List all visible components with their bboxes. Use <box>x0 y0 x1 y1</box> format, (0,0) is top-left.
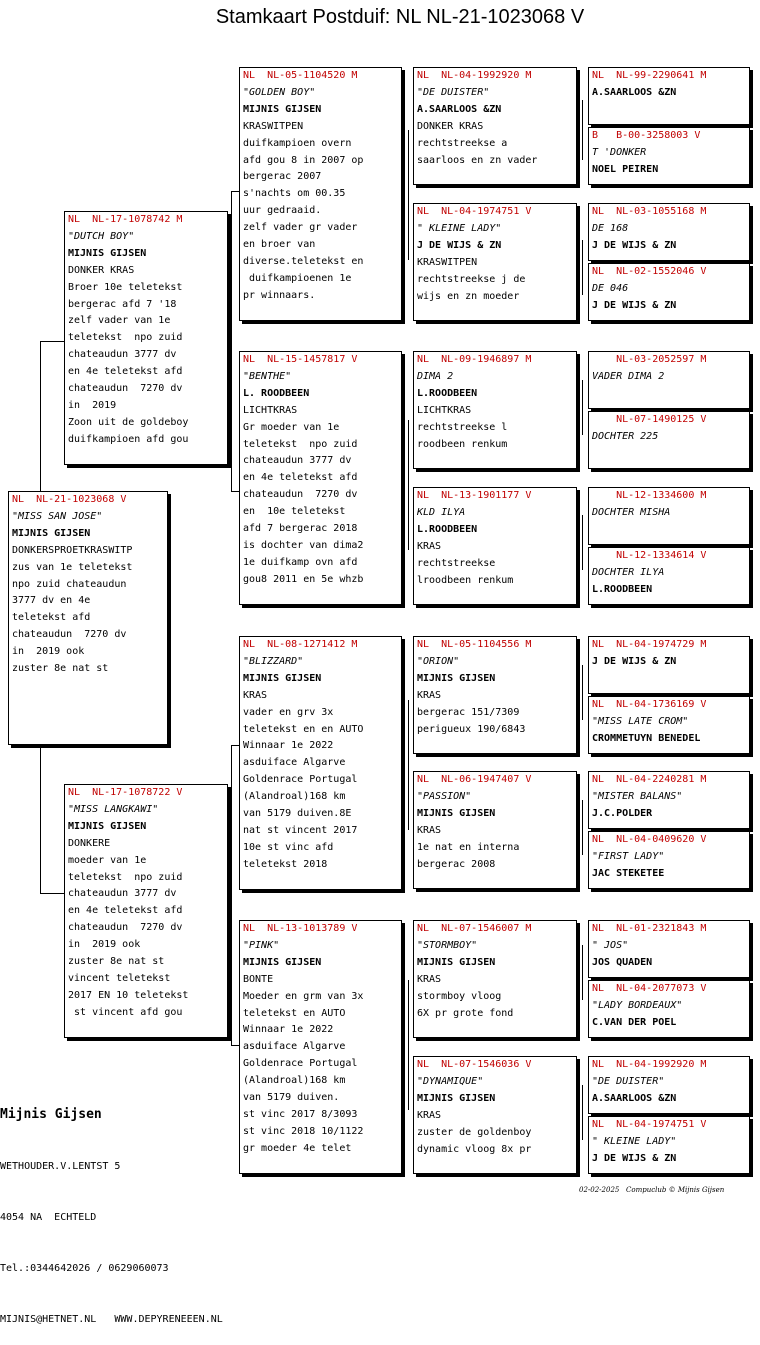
description-line: DONKERSPROETKRASWITP <box>12 544 133 556</box>
description-line: zelf vader van 1e <box>68 315 171 327</box>
description-line: 1e nat en interna <box>417 841 520 853</box>
ring-number: NL NL-02-1552046 V <box>592 266 707 277</box>
ring-number: NL NL-17-1078722 V <box>68 787 183 798</box>
description-line: zelf vader gr vader <box>243 222 358 234</box>
description-line: DONKERE <box>68 837 111 849</box>
pedigree-card-g16[interactable] <box>588 1116 750 1174</box>
description-line: rechtstreekse j de <box>417 273 526 285</box>
owner-name: J DE WIJS & ZN <box>592 1152 677 1164</box>
description-line: rechtstreekse a <box>417 137 508 149</box>
connector <box>582 515 583 570</box>
pedigree-card-father[interactable] <box>64 211 228 465</box>
pigeon-name: DE 046 <box>592 282 629 294</box>
description-line: 6X pr grote fond <box>417 1007 514 1019</box>
ring-number: NL NL-04-2077073 V <box>592 983 707 994</box>
description-line: vincent teletekst <box>68 972 171 984</box>
pedigree-card-mf[interactable] <box>239 636 402 890</box>
pedigree-card-mmm[interactable] <box>413 1056 577 1174</box>
pedigree-card-g5[interactable] <box>588 351 750 409</box>
description-line: chateaudun 7270 dv <box>243 489 358 501</box>
description-line: van 5179 duiven. <box>243 1092 340 1104</box>
owner-name: MIJNIS GIJSEN <box>243 956 322 968</box>
owner-name: CROMMETUYN BENEDEL <box>592 732 701 744</box>
description-line: 10e st vinc afd <box>243 841 334 853</box>
description-line: in 2019 ook <box>68 939 141 951</box>
pigeon-name: "FIRST LADY" <box>592 850 665 862</box>
description-line: saarloos en zn vader <box>417 154 538 166</box>
pigeon-name: DOCHTER ILYA <box>592 566 665 578</box>
description-line: KRAS <box>243 689 268 701</box>
description-line: chateaudun 7270 dv <box>12 629 127 641</box>
description-line: 1e duifkamp ovn afd <box>243 556 358 568</box>
owner-name: A.SAARLOOS &ZN <box>417 103 502 115</box>
description-line: lroodbeen renkum <box>417 574 514 586</box>
owner-name: JOS QUADEN <box>592 956 653 968</box>
description-line: DONKER KRAS <box>68 264 135 276</box>
pedigree-card-g1[interactable] <box>588 67 750 125</box>
ring-number: NL NL-04-1736169 V <box>592 699 707 710</box>
ring-number: NL NL-13-1901177 V <box>417 490 532 501</box>
description-line: moeder van 1e <box>68 854 147 866</box>
pedigree-card-g13[interactable] <box>588 920 750 978</box>
description-line: bergerac 2008 <box>417 858 496 870</box>
pigeon-name: " KLEINE LADY" <box>592 1135 677 1147</box>
description-line: Zoon uit de goldeboy <box>68 416 189 428</box>
description-line: duifkampioenen 1e <box>243 272 352 284</box>
pigeon-name: "PINK" <box>243 939 280 951</box>
pedigree-card-g6[interactable] <box>588 411 750 469</box>
description-line: Gr moeder van 1e <box>243 421 340 433</box>
ring-number: NL NL-99-2290641 M <box>592 70 707 81</box>
description-line: bergerac afd 7 '18 <box>68 298 177 310</box>
description-line: en 4e teletekst afd <box>68 366 183 378</box>
ring-number: NL NL-21-1023068 V <box>12 494 127 505</box>
pigeon-name: DOCHTER MISHA <box>592 506 671 518</box>
description-line: LICHTKRAS <box>417 404 472 416</box>
description-line: asduiface Algarve <box>243 757 346 769</box>
connector <box>408 700 409 830</box>
owner-name: JAC STEKETEE <box>592 867 665 879</box>
pedigree-card-fmm[interactable] <box>413 487 577 605</box>
ring-number: B B-00-3258003 V <box>592 130 701 141</box>
pedigree-card-g15[interactable] <box>588 1056 750 1114</box>
pedigree-card-g12[interactable] <box>588 831 750 889</box>
connector <box>582 945 583 1000</box>
description-line: Goldenrace Portugal <box>243 1058 358 1070</box>
pigeon-name: DOCHTER 225 <box>592 430 659 442</box>
description-line: duifkampioen afd gou <box>68 433 189 445</box>
pigeon-name: "BENTHE" <box>243 370 292 382</box>
owner-name: NOEL PEIREN <box>592 163 659 175</box>
ring-number: NL-03-2052597 M <box>592 354 707 365</box>
description-line: in 2019 <box>68 399 117 411</box>
ring-number: NL NL-08-1271412 M <box>243 639 358 650</box>
description-line: zuster de goldenboy <box>417 1126 532 1138</box>
ring-number: NL NL-01-2321843 M <box>592 923 707 934</box>
description-line: Moeder en grm van 3x <box>243 990 364 1002</box>
description-line: teletekst npo zuid <box>243 438 358 450</box>
description-line: chateaudun 3777 dv <box>68 888 177 900</box>
owner-name: MIJNIS GIJSEN <box>243 103 322 115</box>
description-line: stormboy vloog <box>417 990 502 1002</box>
pedigree-card-subject[interactable] <box>8 491 168 745</box>
description-line: teletekst afd <box>12 612 91 624</box>
pedigree-card-g9[interactable] <box>588 636 750 694</box>
owner-name: J DE WIJS & ZN <box>592 655 677 667</box>
owner-name: MIJNIS GIJSEN <box>68 247 147 259</box>
description-line: teletekst en AUTO <box>243 1007 346 1019</box>
owner-name: MIJNIS GIJSEN <box>417 1092 496 1104</box>
description-line: nat st vincent 2017 <box>243 824 358 836</box>
ring-number: NL NL-03-1055168 M <box>592 206 707 217</box>
ring-number: NL NL-04-1974751 V <box>417 206 532 217</box>
ring-number: NL-12-1334614 V <box>592 550 707 561</box>
ring-number: NL NL-09-1946897 M <box>417 354 532 365</box>
description-line: bergerac 151/7309 <box>417 706 520 718</box>
pedigree-card-mmf[interactable] <box>413 920 577 1038</box>
description-line: st vinc 2017 8/3093 <box>243 1108 358 1120</box>
description-line: zus van 1e teletekst <box>12 561 133 573</box>
connector <box>582 665 583 720</box>
pedigree-card-mfm[interactable] <box>413 771 577 889</box>
connector <box>408 980 409 1110</box>
pigeon-name: "DE DUISTER" <box>417 86 490 98</box>
description-line: DONKER KRAS <box>417 120 484 132</box>
pedigree-card-mff[interactable] <box>413 636 577 754</box>
connector <box>582 800 583 855</box>
description-line: duifkampioen overn <box>243 137 352 149</box>
ring-number: NL NL-17-1078742 M <box>68 214 183 225</box>
pigeon-name: DE 168 <box>592 222 629 234</box>
pigeon-name: "MISS LANGKAWI" <box>68 803 159 815</box>
pedigree-card-mother[interactable] <box>64 784 228 1038</box>
description-line: st vinc 2018 10/1122 <box>243 1125 364 1137</box>
description-line: chateaudun 3777 dv <box>68 349 177 361</box>
description-line: Winnaar 1e 2022 <box>243 740 334 752</box>
pigeon-name: VADER DIMA 2 <box>592 370 665 382</box>
description-line: bergerac 2007 <box>243 171 322 183</box>
description-line: Broer 10e teletekst <box>68 281 183 293</box>
description-line: 3777 dv en 4e <box>12 595 91 607</box>
connector <box>231 191 232 491</box>
description-line: zuster 8e nat st <box>12 663 109 675</box>
pigeon-name: "DE DUISTER" <box>592 1075 665 1087</box>
description-line: LICHTKRAS <box>243 404 298 416</box>
owner-name: L.ROODBEEN <box>417 387 478 399</box>
connector <box>582 100 583 160</box>
pigeon-name: "ORION" <box>417 655 460 667</box>
description-line: uur gedraaid. <box>243 205 322 217</box>
pigeon-name: T 'DONKER <box>592 146 647 158</box>
connector <box>582 240 583 295</box>
description-line: in 2019 ook <box>12 646 85 658</box>
ring-number: NL NL-05-1104556 M <box>417 639 532 650</box>
description-line: teletekst npo zuid <box>68 871 183 883</box>
ring-number: NL NL-13-1013789 V <box>243 923 358 934</box>
description-line: gr moeder 4e telet <box>243 1142 352 1154</box>
pigeon-name: KLD ILYA <box>417 506 466 518</box>
description-line: vader en grv 3x <box>243 706 334 718</box>
connector <box>408 420 409 550</box>
owner-name: J.C.POLDER <box>592 807 653 819</box>
description-line: KRAS <box>417 824 442 836</box>
pigeon-name: " JOS" <box>592 939 629 951</box>
description-line: npo zuid chateaudun <box>12 578 127 590</box>
description-line: dynamic vloog 8x pr <box>417 1143 532 1155</box>
description-line: pr winnaars. <box>243 289 316 301</box>
owner-name: MIJNIS GIJSEN <box>243 672 322 684</box>
description-line: rechtstreekse l <box>417 421 508 433</box>
pedigree-card-g10[interactable] <box>588 696 750 754</box>
pedigree-card-g14[interactable] <box>588 980 750 1038</box>
description-line: chateaudun 7270 dv <box>68 383 183 395</box>
description-line: Goldenrace Portugal <box>243 774 358 786</box>
pigeon-name: "DUTCH BOY" <box>68 230 135 242</box>
description-line: perigueux 190/6843 <box>417 723 526 735</box>
breeder-info <box>0 1072 223 1345</box>
description-line: st vincent afd gou <box>68 1006 183 1018</box>
pedigree-card-fmf[interactable] <box>413 351 577 469</box>
connector <box>582 380 583 435</box>
pigeon-name: "MISS LATE CROM" <box>592 715 689 727</box>
pedigree-card-g11[interactable] <box>588 771 750 829</box>
description-line: KRAS <box>417 1109 442 1121</box>
owner-name: MIJNIS GIJSEN <box>12 527 91 539</box>
owner-name: MIJNIS GIJSEN <box>417 956 496 968</box>
description-line: gou8 2011 en 5e whzb <box>243 573 364 585</box>
description-line: diverse.teletekst en <box>243 255 364 267</box>
description-line: van 5179 duiven.8E <box>243 808 352 820</box>
pedigree-card-mm[interactable] <box>239 920 402 1174</box>
owner-name: L.ROODBEEN <box>417 523 478 535</box>
ring-number: NL NL-05-1104520 M <box>243 70 358 81</box>
description-line: en 4e teletekst afd <box>243 472 358 484</box>
description-line: zuster 8e nat st <box>68 956 165 968</box>
connector <box>582 1085 583 1140</box>
ring-number: NL-12-1334600 M <box>592 490 707 501</box>
owner-name: C.VAN DER POEL <box>592 1016 677 1028</box>
breeder-address-city: 4054 NA ECHTELD <box>0 1212 97 1223</box>
connector <box>40 745 41 893</box>
owner-name: MIJNIS GIJSEN <box>68 820 147 832</box>
pigeon-name: "DYNAMIQUE" <box>417 1075 484 1087</box>
description-line: en 10e teletekst <box>243 506 346 518</box>
ring-number: NL NL-04-1974751 V <box>592 1119 707 1130</box>
description-line: BONTE <box>243 973 274 985</box>
pigeon-name: "STORMBOY" <box>417 939 478 951</box>
page-title: Stamkaart Postduif: NL NL-21-1023068 V <box>215 6 585 28</box>
connector <box>408 130 409 260</box>
ring-number: NL NL-07-1546036 V <box>417 1059 532 1070</box>
pigeon-name: "PASSION" <box>417 790 472 802</box>
breeder-contact[interactable]: MIJNIS@HETNET.NL WWW.DEPYRENEEEN.NL <box>0 1314 223 1325</box>
connector <box>40 341 66 342</box>
pigeon-name: "GOLDEN BOY" <box>243 86 316 98</box>
pigeon-name: "BLIZZARD" <box>243 655 304 667</box>
pedigree-card-fm[interactable] <box>239 351 402 605</box>
description-line: KRASWITPEN <box>417 256 478 268</box>
ring-number: NL NL-04-0409620 V <box>592 834 707 845</box>
description-line: KRAS <box>417 973 442 985</box>
pedigree-card-g2[interactable] <box>588 127 750 185</box>
owner-name: MIJNIS GIJSEN <box>417 672 496 684</box>
owner-name: L. ROODBEEN <box>243 387 310 399</box>
ring-number: NL NL-04-2240281 M <box>592 774 707 785</box>
connector <box>40 341 41 493</box>
owner-name: J DE WIJS & ZN <box>592 239 677 251</box>
description-line: asduiface Algarve <box>243 1041 346 1053</box>
connector <box>40 893 66 894</box>
owner-name: A.SAARLOOS &ZN <box>592 86 677 98</box>
description-line: Winnaar 1e 2022 <box>243 1024 334 1036</box>
breeder-name: Mijnis Gijsen <box>0 1107 102 1122</box>
ring-number: NL-07-1490125 V <box>592 414 707 425</box>
ring-number: NL NL-04-1992920 M <box>592 1059 707 1070</box>
description-line: en 4e teletekst afd <box>68 905 183 917</box>
pigeon-name: DIMA 2 <box>417 370 454 382</box>
description-line: teletekst npo zuid <box>68 332 183 344</box>
ring-number: NL NL-04-1974729 M <box>592 639 707 650</box>
description-line: KRAS <box>417 540 442 552</box>
description-line: KRASWITPEN <box>243 120 304 132</box>
description-line: is dochter van dima2 <box>243 539 364 551</box>
pigeon-name: "MISTER BALANS" <box>592 790 683 802</box>
description-line: KRAS <box>417 689 442 701</box>
ring-number: NL NL-07-1546007 M <box>417 923 532 934</box>
pedigree-card-g8[interactable] <box>588 547 750 605</box>
description-line: teletekst en en AUTO <box>243 723 364 735</box>
ring-number: NL NL-15-1457817 V <box>243 354 358 365</box>
connector <box>231 745 232 1045</box>
description-line: en broer van <box>243 239 316 251</box>
pedigree-card-g7[interactable] <box>588 487 750 545</box>
ring-number: NL NL-06-1947407 V <box>417 774 532 785</box>
description-line: afd gou 8 in 2007 op <box>243 154 364 166</box>
description-line: chateaudun 3777 dv <box>243 455 352 467</box>
footer-credit: 02-02-2025 Compuclub © Mijnis Gijsen <box>579 1186 725 1194</box>
description-line: 2017 EN 10 teletekst <box>68 989 189 1001</box>
description-line: wijs en zn moeder <box>417 290 520 302</box>
description-line: (Alandroal)168 km <box>243 791 346 803</box>
description-line: rechtstreekse <box>417 557 496 569</box>
owner-name: MIJNIS GIJSEN <box>417 807 496 819</box>
owner-name: L.ROODBEEN <box>592 583 653 595</box>
pedigree-card-ffm[interactable] <box>413 203 577 321</box>
pedigree-card-ff[interactable] <box>239 67 402 321</box>
pigeon-name: " KLEINE LADY" <box>417 222 502 234</box>
description-line: roodbeen renkum <box>417 438 508 450</box>
owner-name: J DE WIJS & ZN <box>417 239 502 251</box>
description-line: teletekst 2018 <box>243 858 328 870</box>
description-line: chateaudun 7270 dv <box>68 922 183 934</box>
pigeon-name: "MISS SAN JOSE" <box>12 510 103 522</box>
owner-name: A.SAARLOOS &ZN <box>592 1092 677 1104</box>
description-line: (Alandroal)168 km <box>243 1075 346 1087</box>
description-line: afd 7 bergerac 2018 <box>243 523 358 535</box>
pedigree-card-fff[interactable] <box>413 67 577 185</box>
pigeon-name: "LADY BORDEAUX" <box>592 999 683 1011</box>
pedigree-card-g4[interactable] <box>588 263 750 321</box>
owner-name: J DE WIJS & ZN <box>592 299 677 311</box>
pedigree-card-g3[interactable] <box>588 203 750 261</box>
description-line: s'nachts om 00.35 <box>243 188 346 200</box>
ring-number: NL NL-04-1992920 M <box>417 70 532 81</box>
breeder-address-street: WETHOUDER.V.LENTST 5 <box>0 1161 121 1172</box>
breeder-phone: Tel.:0344642026 / 0629060073 <box>0 1263 169 1274</box>
